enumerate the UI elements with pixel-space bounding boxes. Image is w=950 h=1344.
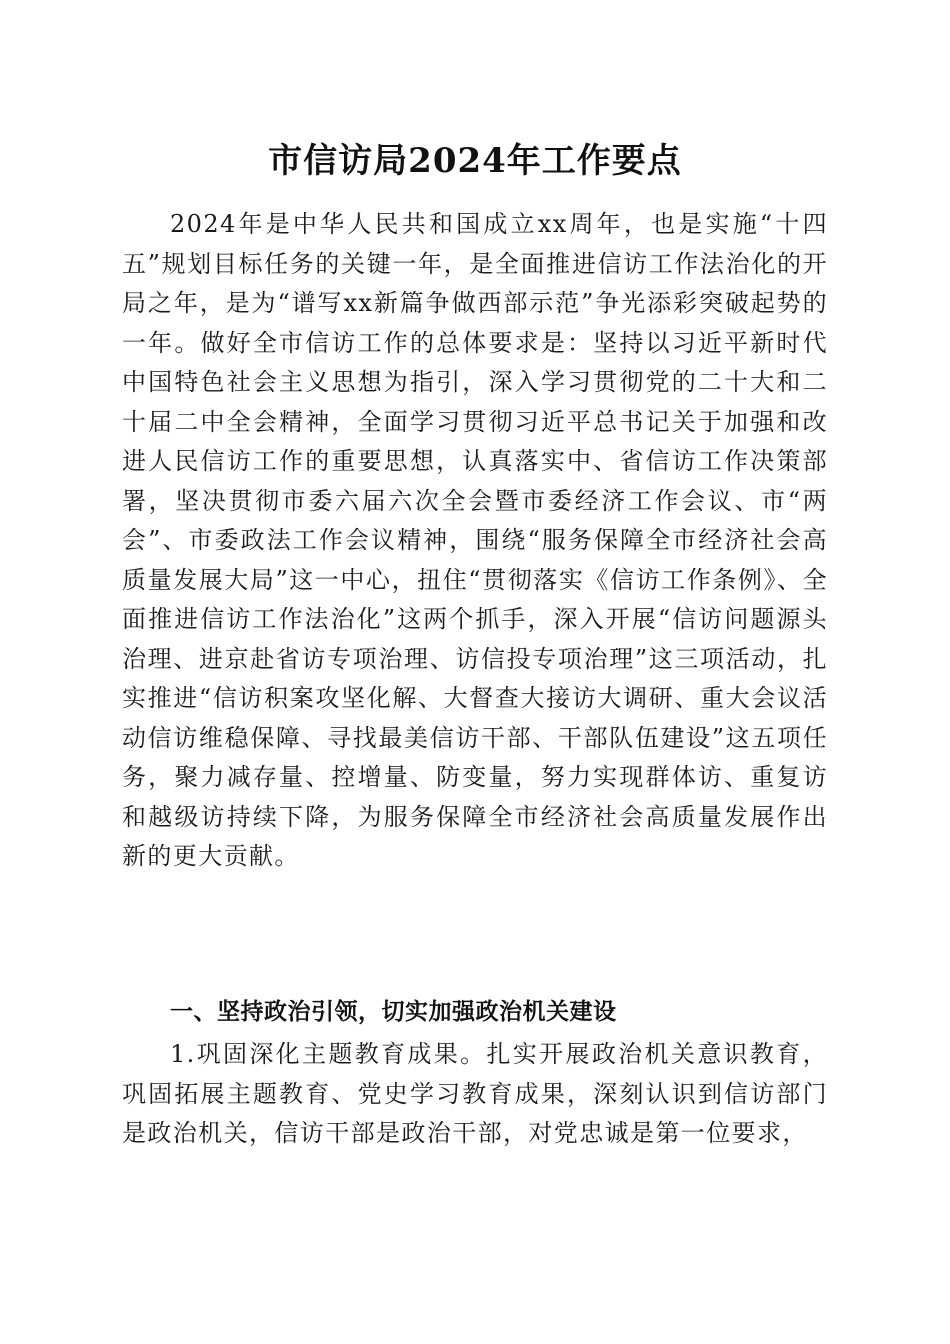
intro-paragraph: 2024年是中华人民共和国成立xx周年，也是实施“十四五”规划目标任务的关键一年，是全面推进信访工作法治化的开局之年，是为“谱写xx新篇争做西部示范”争光添彩突破起势的一年。做好全市信访工作的总体要求是：坚持以习近平新时代中国特色社会主义思想为指引，深入学习贯彻党的二十大和二十届二中全会精神，全面学习贯彻习近平总书记关于加强和改进人民信访工作的重要思想，认真落实中、省信访工作决策部署，坚决贯彻市委六届六次全会暨市委经济工作会议、市“两会”、市委政法工作会议精神，围绕“服务保障全市经济社会高质量发展大局”这一中心，扭住“贯彻落实《信访工作条例》、全面推进信访工作法治化”这两个抓手，深入开展“信访问题源头治理、进京赴省访专项治理、访信投专项治理”这三项活动，扎实推进“信访积案攻坚化解、大督查大接访大调研、重大会议活动信访维稳保障、寻找最美信访干部、干部队伍建设”这五项任务，聚力减存量、控增量、防变量，努力实现群体访、重复访和越级访持续下降，为服务保障全市经济社会高质量发展作出新的更大贡献。 [122,210,828,870]
section-heading-1: 一、坚持政治引领，切实加强政治机关建设 [170,999,617,1025]
section-1-item-1: 1.巩固深化主题教育成果。扎实开展政治机关意识教育，巩固拓展主题教育、党史学习教育成果，深刻认识到信访部门是政治机关，信访干部是政治干部，对党忠诚是第一位要求， [122,1040,828,1147]
document-title: 市信访局2024年工作要点 [268,141,682,181]
